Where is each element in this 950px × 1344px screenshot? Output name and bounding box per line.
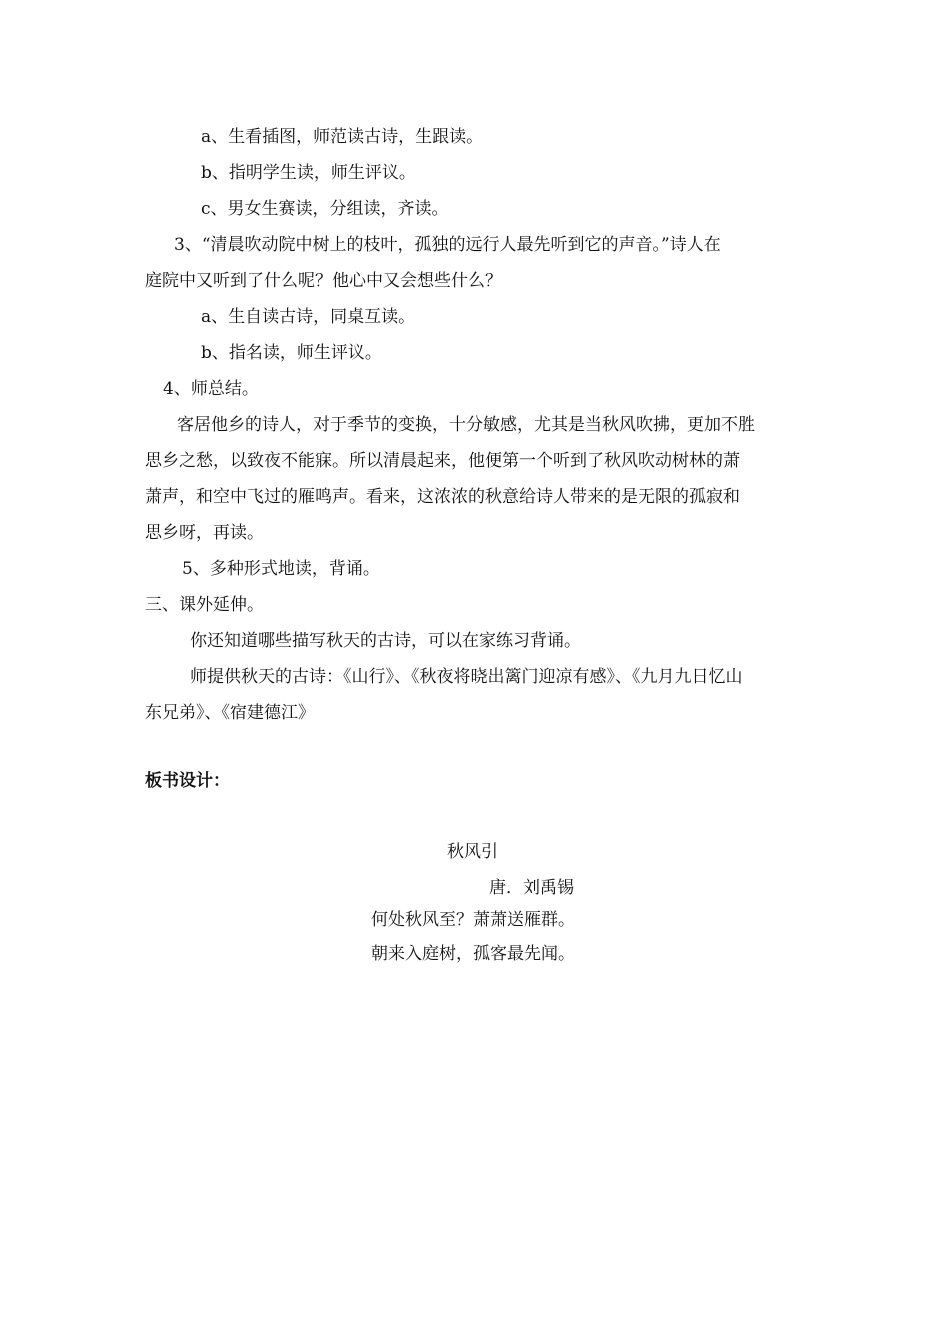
step2-item-c: c、男女生赛读，分组读，齐读。 <box>201 199 449 219</box>
step4-title: 4、师总结。 <box>163 379 259 399</box>
step4-paragraph-line4: 思乡呀，再读。 <box>145 523 264 543</box>
step2-item-b: b、指明学生读，师生评议。 <box>201 163 416 183</box>
step4-paragraph-line2: 思乡之愁，以致夜不能寐。所以清晨起来，他便第一个听到了秋风吹动树林的萧 <box>145 451 740 471</box>
step2-item-a: a、生看插图，师范读古诗，生跟读。 <box>201 127 484 147</box>
step3-question-line1: 3、“清晨吹动院中树上的枝叶，孤独的远行人最先听到它的声音。”诗人在 <box>174 235 721 255</box>
poem-title: 秋风引 <box>447 842 498 862</box>
step5-text: 5、多种形式地读，背诵。 <box>182 559 380 579</box>
section3-paragraph2-line2: 东兄弟》、《宿建德江》 <box>145 703 315 723</box>
step4-paragraph-line3: 萧声，和空中飞过的雁鸣声。看来，这浓浓的秋意给诗人带来的是无限的孤寂和 <box>145 487 740 507</box>
step3-item-b: b、指名读，师生评议。 <box>201 343 382 363</box>
poem-verse-2: 朝来入庭树，孤客最先闻。 <box>371 944 575 964</box>
section3-title: 三、课外延伸。 <box>145 595 264 615</box>
step3-question-line2: 庭院中又听到了什么呢？他心中又会想些什么？ <box>145 271 502 291</box>
board-design-heading: 板书设计： <box>145 771 230 791</box>
section3-paragraph2-line1: 师提供秋天的古诗：《山行》、《秋夜将晓出篱门迎凉有感》、《九月九日忆山 <box>190 667 743 687</box>
poem-verse-1: 何处秋风至？萧萧送雁群。 <box>371 910 575 930</box>
section3-paragraph1: 你还知道哪些描写秋天的古诗，可以在家练习背诵。 <box>190 631 581 651</box>
step4-paragraph-line1: 客居他乡的诗人，对于季节的变换，十分敏感，尤其是当秋风吹拂，更加不胜 <box>177 415 755 435</box>
step3-item-a: a、生自读古诗，同桌互读。 <box>201 307 416 327</box>
poem-author: 唐．刘禹锡 <box>489 878 574 898</box>
